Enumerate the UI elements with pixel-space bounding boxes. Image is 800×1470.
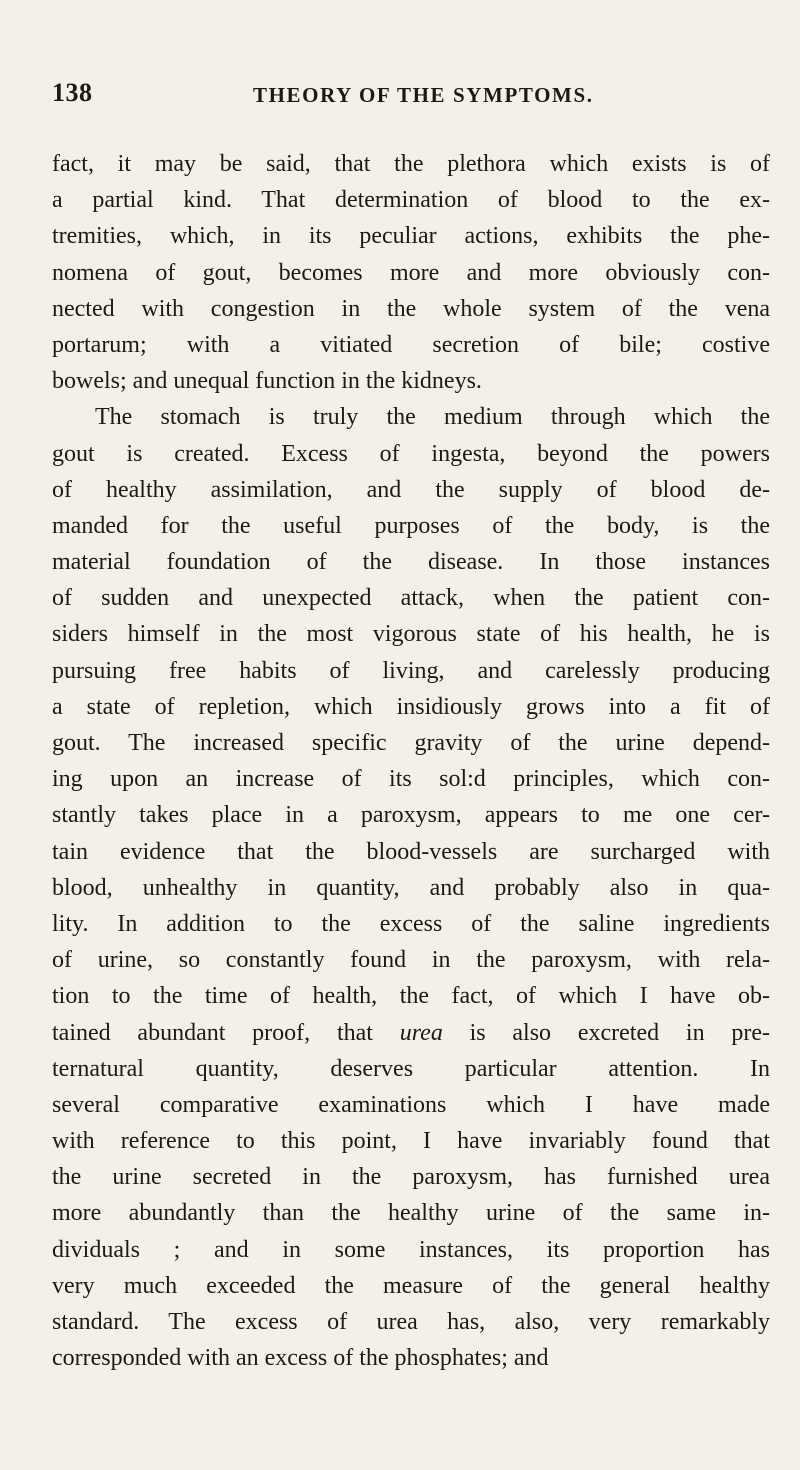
text-line: tain evidence that the blood-vessels are surcharged with: [52, 838, 770, 865]
text-line: nomena of gout, becomes more and more obviously con-: [52, 259, 770, 286]
text-line: blood, unhealthy in quantity, and probably also in qua-: [52, 874, 770, 901]
text-line: more abundantly than the healthy urine of the same in-: [52, 1200, 770, 1227]
text-line: fact, it may be said, that the plethora which exists is of: [52, 151, 770, 177]
text-line-with-italic: [52, 1015, 770, 1051]
line-segment: is also excreted in pre-: [442, 1019, 770, 1046]
text-line: tremities, which, in its peculiar actions, exhibits the phe-: [52, 223, 770, 250]
text-line: stantly takes place in a paroxysm, appears to me one cer-: [52, 802, 770, 829]
text-line: siders himself in the most vigorous state of his health, he is: [52, 621, 770, 648]
text-line: of sudden and unexpected attack, when the patient con-: [52, 585, 770, 612]
text-line: lity. In addition to the excess of the saline ingredients: [52, 910, 770, 937]
italic-term-urea: urea: [399, 1019, 443, 1046]
text-line: pursuing free habits of living, and carelessly producing: [52, 657, 770, 684]
text-line: ing upon an increase of its sol:d principles, which con-: [52, 766, 770, 793]
running-head: THEORY OF THE SYMPTOMS.: [253, 83, 594, 107]
text-line: a state of repletion, which insidiously grows into a fit of: [52, 693, 770, 720]
text-line: material foundation of the disease. In those instances: [52, 549, 770, 576]
body-text: [52, 146, 770, 1376]
text-line: tion to the time of health, the fact, of which I have ob-: [52, 983, 770, 1010]
paragraph-start-line: The stomach is truly the medium through which the: [95, 404, 770, 431]
text-line: nected with congestion in the whole system of the vena: [52, 295, 770, 322]
text-line: portarum; with a vitiated secretion of bile; costive: [52, 331, 770, 358]
text-line: a partial kind. That determination of blood to the ex-: [52, 187, 770, 214]
text-line: corresponded with an excess of the phosphates; and: [52, 1345, 549, 1372]
text-line: of healthy assimilation, and the supply of blood de-: [52, 476, 770, 503]
text-line: bowels; and unequal function in the kidneys.: [52, 368, 482, 395]
page-header: [0, 78, 800, 112]
text-line: with reference to this point, I have invariably found that: [52, 1128, 770, 1155]
page-number: 138: [52, 78, 93, 107]
text-line: of urine, so constantly found in the paroxysm, with rela-: [52, 947, 770, 974]
text-line: manded for the useful purposes of the body, is the: [52, 512, 770, 539]
text-line: dividuals ; and in some instances, its proportion has: [52, 1236, 770, 1263]
text-line: gout is created. Excess of ingesta, beyond the powers: [52, 440, 770, 467]
text-line: very much exceeded the measure of the general healthy: [52, 1272, 770, 1299]
text-line: ternatural quantity, deserves particular attention. In: [52, 1055, 770, 1082]
text-line: standard. The excess of urea has, also, very remarkably: [52, 1309, 770, 1335]
text-line: several comparative examinations which I have made: [52, 1091, 770, 1118]
line-segment: tained abundant proof, that: [52, 1019, 400, 1046]
text-line: gout. The increased specific gravity of the urine depend-: [52, 730, 770, 756]
text-line: the urine secreted in the paroxysm, has furnished urea: [52, 1164, 770, 1191]
